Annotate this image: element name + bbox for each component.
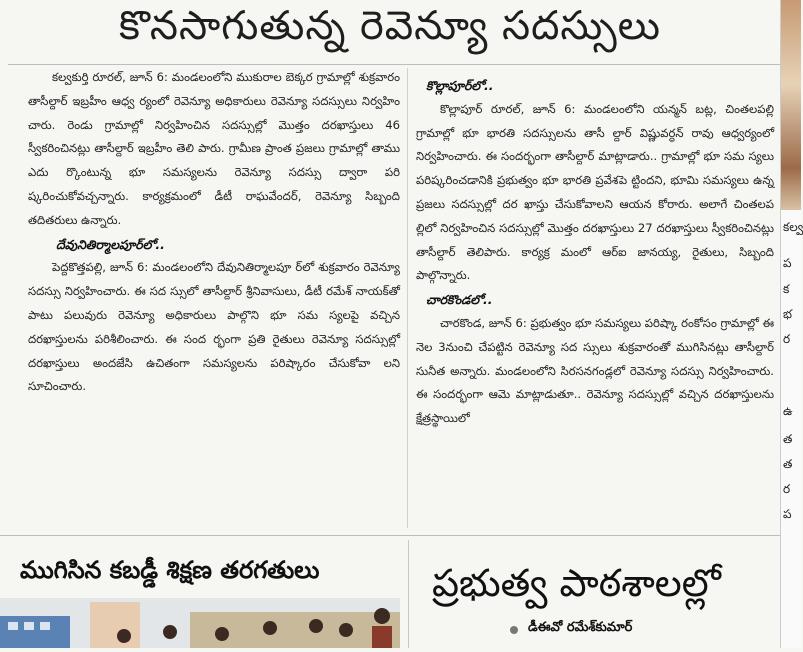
strip-text: క bbox=[783, 282, 790, 296]
strip-text: భ bbox=[783, 307, 793, 321]
article-subhead: చారకొండలో.. bbox=[426, 292, 493, 308]
photo-illustration bbox=[0, 598, 400, 648]
article-column-left bbox=[28, 66, 400, 399]
article-column-right bbox=[416, 74, 774, 431]
article-paragraph: కల్వకుర్తి రూరల్‌, జూన్‌ 6: మండలంలోని ముకురాల బెక్కర గ్రామాల్లో శుక్రవారం తాసీల్దార్‌ ఇబ్రహీం ఆధ్వ ర్యంలో రెవెన్యూ అధికారులు రెవెన్యూ సదస్సులు నిర్వహిం చారు. రెండు గ్రామాల్లో నిర్వహించిన సదస్సుల్లో మొత్తం దరఖాస్తులు 46 స్వీకరించినట్లు తాసీల్దార్‌ ఇబ్రహీం తెలి పారు. గ్రామీణ ప్రాంత ప్రజలు గ్రామాల్లో తాము ఎదు ర్కొంటున్న భూ సమస్యలను రెవెన్యూ సదస్సు ద్వారా పరి ష్కరించుకోవచ్చన్నారు. కార్యక్రమంలో డీటీ రాఘవేందర్‌, రెవెన్యూ సిబ్బంది తదితరులు ఉన్నారు. bbox=[28, 70, 400, 227]
byline: డీఈవో రమేశ్‌కుమార్‌ bbox=[528, 620, 633, 635]
strip-text: త bbox=[783, 457, 793, 471]
bullet-icon bbox=[510, 626, 518, 634]
strip-text: ప bbox=[783, 507, 792, 521]
headline-rule bbox=[8, 64, 780, 65]
kabaddi-headline: ముగిసిన కబడ్డీ శిక్షణ తరగతులు bbox=[20, 556, 320, 584]
schools-headline: ప్రభుత్వ పాఠశాలల్లో bbox=[432, 561, 721, 605]
article-subhead: దేవునితిర్మాలపూర్‌లో.. bbox=[56, 236, 165, 252]
strip-text: ర bbox=[783, 332, 791, 346]
article-paragraph: చారకొండ, జూన్‌ 6: ప్రభుత్వం భూ సమస్యలు పరిష్కా రంకోసం గ్రామాల్లో ఈ నెల 3నుంచి చేపట్టిన రెవెన్యూ సద స్సులు శుక్రవారంతో ముగిసినట్లు తాసీల్దార్‌ సునీత అన్నారు. మండలంలోని సిరసనగండ్లలో రెవెన్యూ సదస్సు నిర్వహించారు. ఈ సందర్భంగా ఆమె మాట్లాడుతూ.. రెవెన్యూ సదస్సుల్లో వచ్చిన దరఖాస్తులను క్షేత్రస్థాయిలో bbox=[416, 315, 774, 426]
column-divider bbox=[408, 540, 409, 648]
section-rule bbox=[0, 535, 780, 536]
page-headline: కొనసాగుతున్న రెవెన్యూ సదస్సులు bbox=[119, 3, 661, 49]
article-paragraph: కొల్లాపూర్‌ రూరల్‌, జూన్‌ 6: మండలంలోని యన్మన్‌ బట్ల, చింతలపల్లి గ్రామాల్లో భూ భారతి సదస్సులను తాసీ ల్దార్‌ విష్ణువర్ధన్‌ రావు ఆధ్వర్యంలో నిర్వహించారు. ఈ సందర్భంగా తాసీల్దార్‌ మాట్లాడారు.. గ్రామాల్లో భూ సమ స్యలు పరిష్కరించడానికి ప్రభుత్వం భూ భారతి ప్రవేశపె ట్టిందని, భూమి సమస్యలు ఉన్న ప్రజలు సదస్సుల్లో దర ఖాస్తు చేసుకోవాలని ఆయన కోరారు. అలాగే చింతలప ల్లిలో నిర్వహించిన సదస్సుల్లో మొత్తం దరఖాస్తులు 27 దరఖాస్తులు స్వీకరించినట్లు తాసీల్దార్‌ తెలిపారు. కార్యక్ర మంలో ఆర్‌ఐ జానయ్య, రైతులు, సిబ్బంది పాల్గొన్నారు. bbox=[416, 101, 774, 283]
strip-text: ర bbox=[783, 482, 791, 496]
strip-text: కల్వ bbox=[783, 220, 803, 234]
article-paragraph: పెద్దకొత్తపల్లి, జూన్‌ 6: మండలంలోని దేవునితిర్మాలపూ ర్‌లో శుక్రవారం రెవెన్యూ సదస్సు నిర్వహించారు. ఈ సద స్సులో తాసీల్దార్‌ శ్రీనివాసులు, డీటీ రమేశ్‌ నాయక్‌తో పాటు పలువురు రెవెన్యూ అధికారులు పాల్గొని భూ సమ స్యలపై వచ్చిన దరఖాస్తులను పరిశీలించారు. ఈ సంద ర్భంగా ప్రతి రైతులు రెవెన్యూ సదస్సుల్లో దరఖాస్తులు అందజేసి ఉచితంగా సమస్యలను పరిష్కారం చేసుకోవా లని సూచించారు. bbox=[28, 260, 400, 394]
adjacent-photo bbox=[781, 0, 801, 210]
strip-text: ఉ bbox=[783, 404, 793, 418]
article-subhead: కొల్లాపూర్‌లో.. bbox=[426, 78, 494, 93]
strip-text: ప bbox=[783, 256, 792, 270]
column-divider bbox=[407, 68, 408, 528]
strip-text: త bbox=[783, 432, 793, 446]
kabaddi-photo bbox=[0, 598, 400, 648]
adjacent-article-strip bbox=[780, 0, 801, 648]
